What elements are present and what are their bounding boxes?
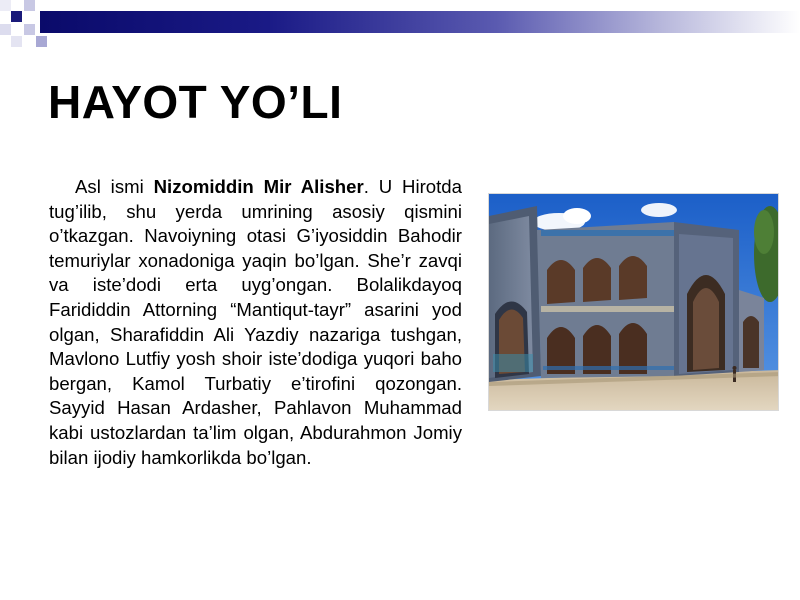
- decor-square: [11, 36, 22, 47]
- decor-square: [11, 11, 22, 22]
- decor-square: [36, 36, 47, 47]
- decor-square: [0, 0, 11, 11]
- header-banner: [0, 0, 800, 52]
- person-name: Nizomiddin Mir Alisher: [153, 176, 364, 197]
- body-paragraph: [49, 175, 462, 470]
- decor-square: [0, 24, 11, 35]
- slide-title: HAYOT YO’LI: [48, 76, 343, 128]
- paragraph-lead: Asl ismi: [75, 176, 154, 197]
- paragraph-rest: . U Hirotda tug’ilib, shu yerda umrining asosiy qismini o’tkazgan. Navoiyning otasi G’iyosiddin Bahodir temuriylar xonadoniga yaqin bo’lgan. She’r zavqi va iste’dodi erta uyg’ongan. Bolalikdayoq Farididdin Attorning “Mantiqut-tayr” asarini yod olgan, Sharafiddin Ali Yazdiy nazariga tushgan, Mavlono Lutfiy yosh shoir iste’dodiga yuqori baho bergan, Kamol Turbatiy e’tirofini qozongan. Sayyid Hasan Ardasher, Pahlavon Muhammad kabi ustozlardan ta’lim olgan, Abdurahmon Jomiy bilan ijodiy hamkorlikda bo’lgan.: [49, 176, 462, 468]
- madrasa-photo: [488, 193, 779, 411]
- banner-gradient-bar: [40, 11, 800, 33]
- decor-square: [24, 24, 35, 35]
- decor-square: [24, 0, 35, 11]
